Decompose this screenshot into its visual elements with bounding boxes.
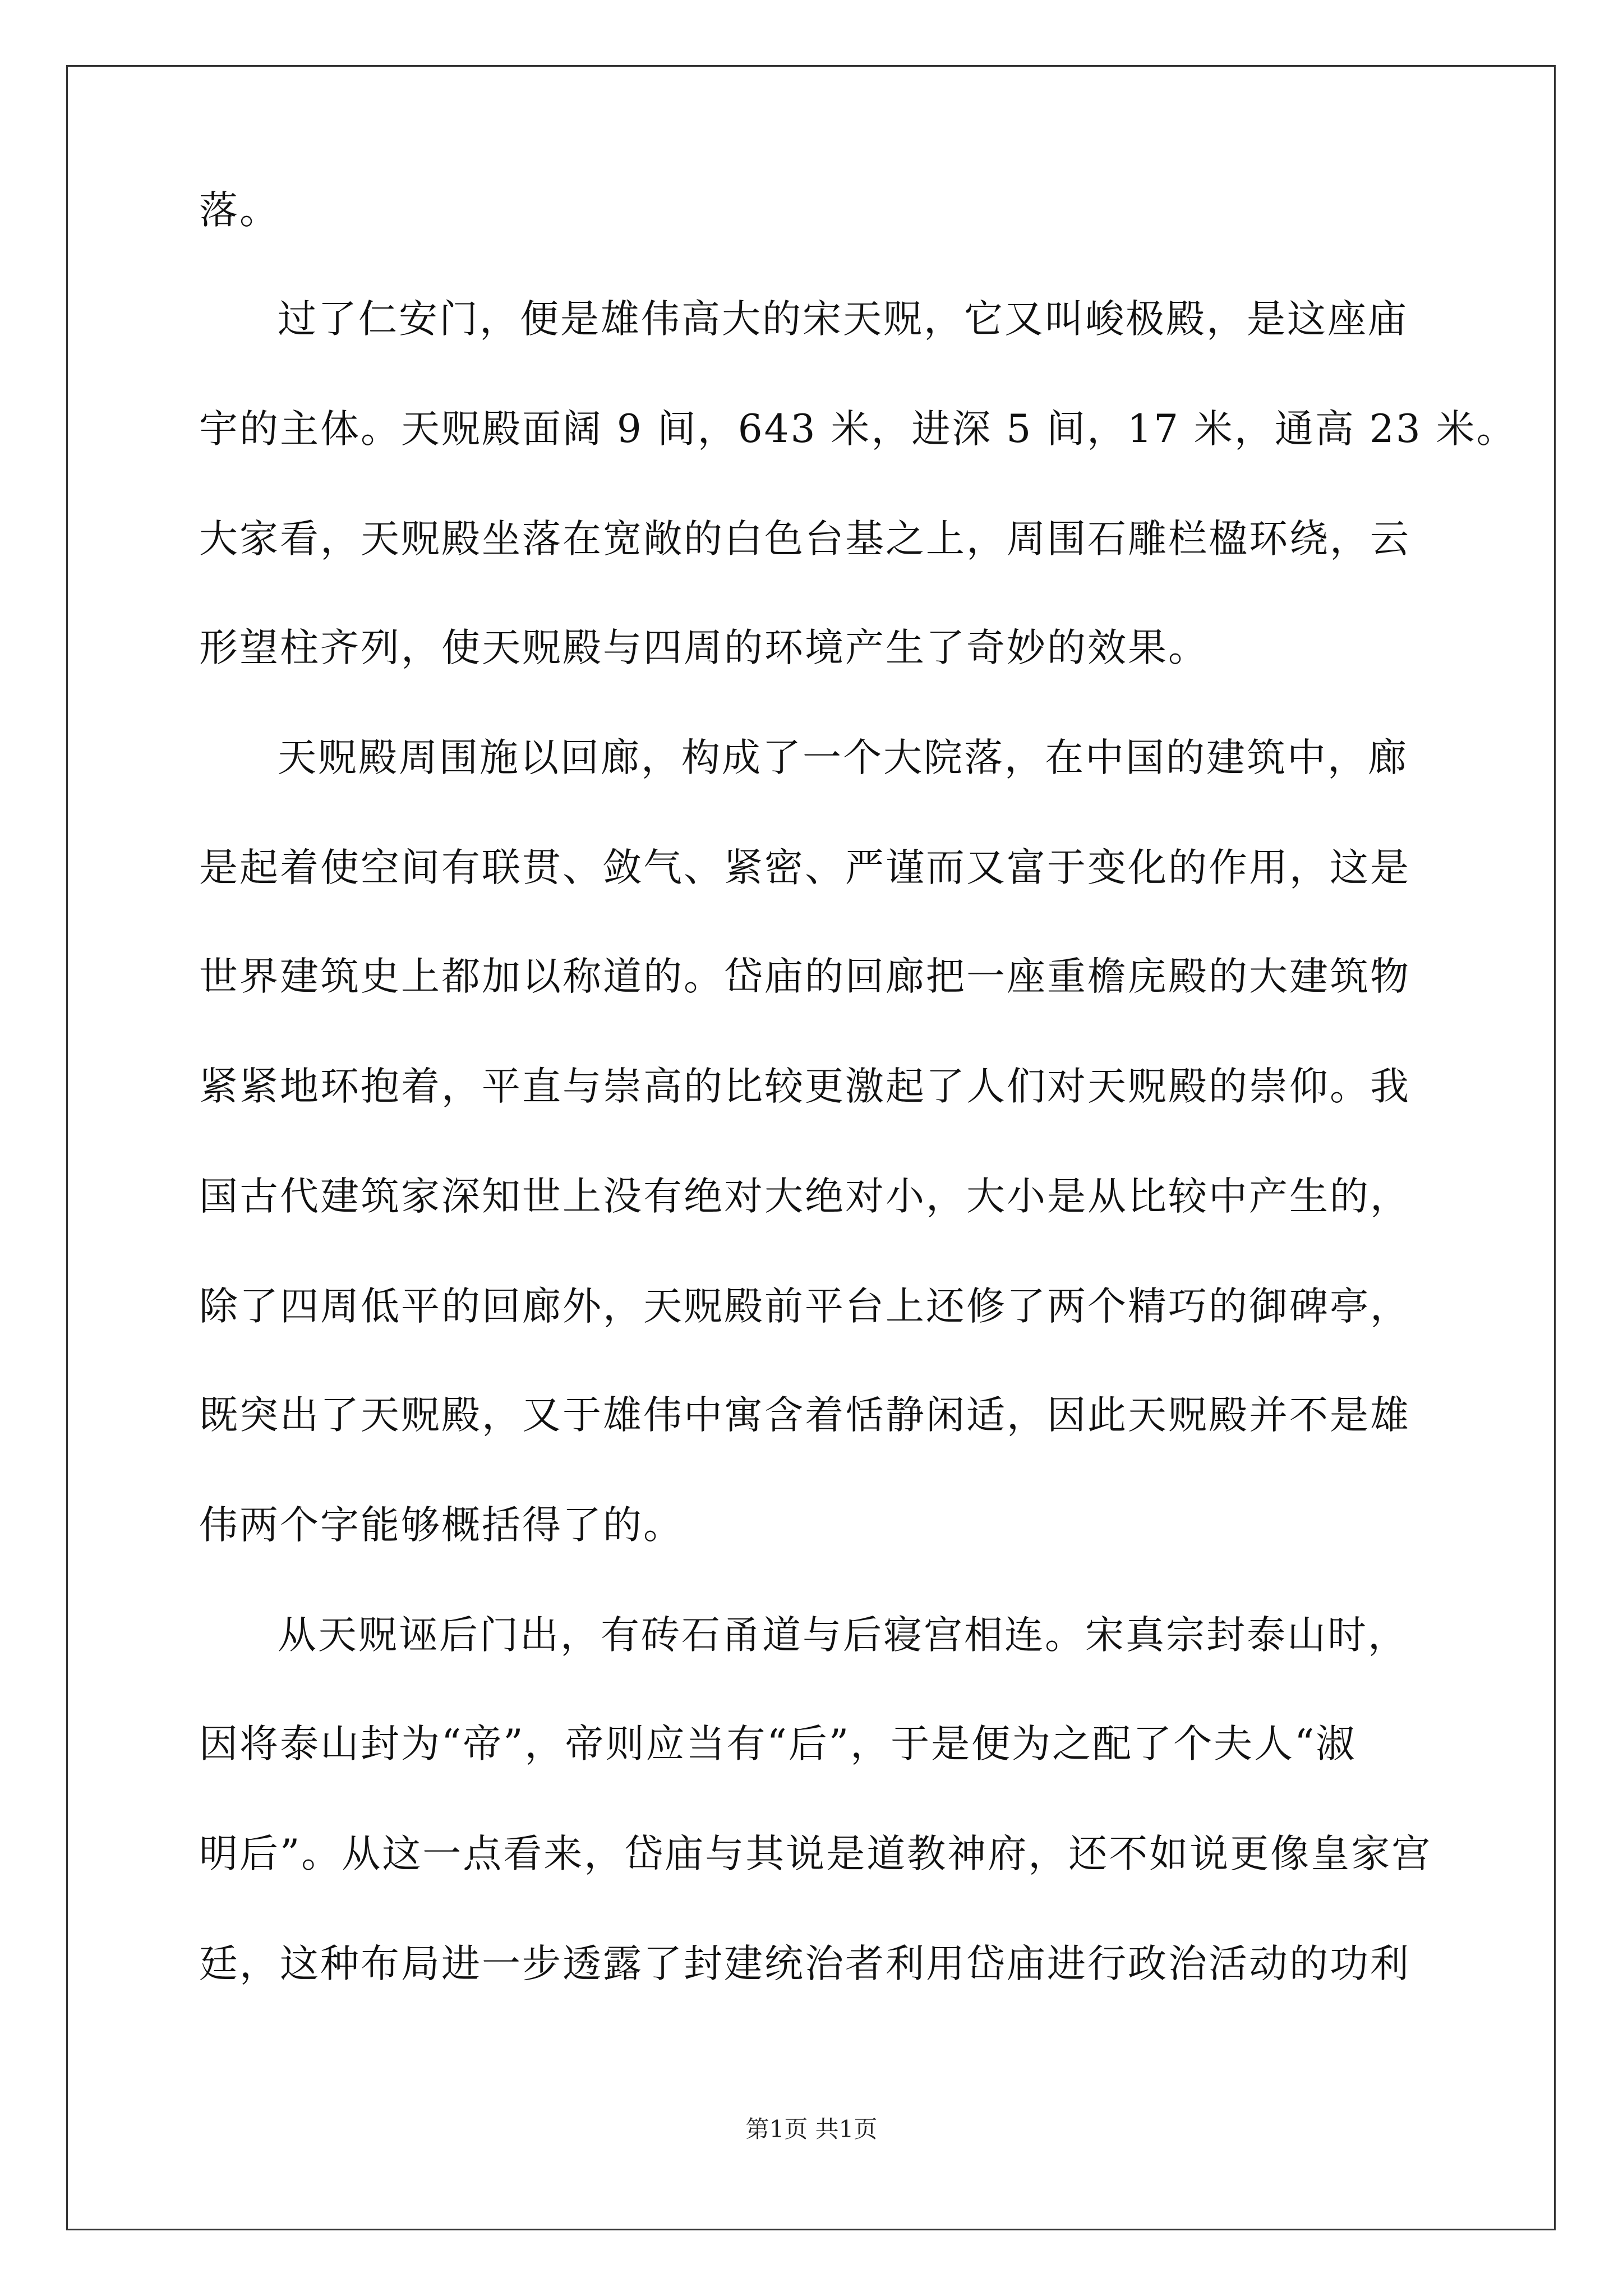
text-line: 除了四周低平的回廊外，天贶殿前平台上还修了两个精巧的御碑亭， xyxy=(199,1284,1410,1329)
paragraph-first-line: 天贶殿周围施以回廊，构成了一个大院落，在中国的建筑中，廊 xyxy=(278,735,1408,780)
text-line: 宇的主体。天贶殿面阔 9 间，643 米，进深 5 间，17 米，通高 23 米。 xyxy=(199,407,1517,452)
paragraph-first-line: 过了仁安门，便是雄伟高大的宋天贶，它又叫峻极殿，是这座庙 xyxy=(278,297,1408,342)
text-line: 因将泰山封为“帝”，帝则应当有“后”，于是便为之配了个夫人“淑 xyxy=(199,1722,1357,1766)
page-border xyxy=(66,65,1556,2230)
text-line: 国古代建筑家深知世上没有绝对大绝对小，大小是从比较中产生的， xyxy=(199,1174,1410,1219)
text-line: 既突出了天贶殿，又于雄伟中寓含着恬静闲适，因此天贶殿并不是雄 xyxy=(199,1393,1410,1438)
text-line: 落。 xyxy=(199,188,280,233)
text-line: 大家看，天贶殿坐落在宽敞的白色台基之上，周围石雕栏楹环绕，云 xyxy=(199,517,1410,562)
text-line: 形望柱齐列，使天贶殿与四周的环境产生了奇妙的效果。 xyxy=(199,625,1209,670)
text-line: 是起着使空间有联贯、敛气、紧密、严谨而又富于变化的作用，这是 xyxy=(199,845,1410,890)
text-line: 廷，这种布局进一步透露了封建统治者利用岱庙进行政治活动的功利 xyxy=(199,1941,1410,1986)
paragraph-first-line: 从天贶诬后门出，有砖石甬道与后寝宫相连。宋真宗封泰山时， xyxy=(278,1613,1408,1658)
text-line: 世界建筑史上都加以称道的。岱庙的回廊把一座重檐庑殿的大建筑物 xyxy=(199,954,1410,999)
page-footer: 第1页 共1页 xyxy=(745,2115,878,2143)
text-line: 紧紧地环抱着，平直与崇高的比较更激起了人们对天贶殿的崇仰。我 xyxy=(199,1064,1410,1109)
text-line: 明后”。从这一点看来，岱庙与其说是道教神府，还不如说更像皇家宫 xyxy=(199,1832,1432,1876)
text-line: 伟两个字能够概括得了的。 xyxy=(199,1503,684,1548)
